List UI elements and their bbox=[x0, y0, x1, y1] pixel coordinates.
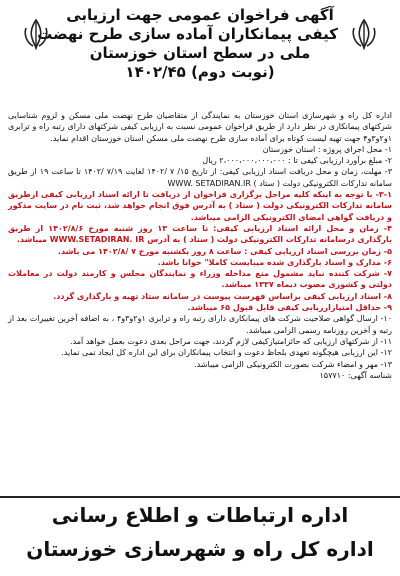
iran-emblem-icon bbox=[346, 16, 382, 52]
item-1: ۱- محل اجرای پروژه : استان خوزستان bbox=[262, 144, 392, 154]
item-5: ۵- زمان بررسی اسناد ارزیابی کیفی : ساعت ۸ روز یکشنبه مورخ ۷ /۱۴۰۲/۸ می باشد. bbox=[57, 246, 392, 256]
title-line: ملی در سطح استان خوزستان bbox=[89, 44, 311, 62]
item-3: ۳- مهلت، زمان و محل دریافت اسناد ارزیابی کیفی: از تاریخ ۱۵/ ۷ /۱۴۰۲ لغایت ۷/۱۹ /۱۴۰۲ تا ساعت ۱۹ از طریق سامانه تدارکات الکترونیکی دولت ( ستاد ) WWW. SETADIRAN.IR bbox=[8, 167, 392, 188]
item-11: ۱۱- از شرکتهای ارزیابی که حائزامتیازکیفی لازم گردند، جهت مراحل بعدی دعوت بعمل خواهد آمد. bbox=[70, 336, 392, 346]
item-4: ۴- زمان و محل ارائه اسناد ارزیابی کیفی: تا ساعت ۱۳ روز شنبه مورخ ۱۴۰۲/۸/۶ از طریق بارگذاری درسامانه تدارکات الکترونیکی دولت ( ستاد ) به آدرس WWW.SETADIRAN. IR میباشد. bbox=[8, 223, 392, 245]
footer-line-2: اداره کل راه و شهرسازی خوزستان bbox=[26, 537, 374, 561]
item-12: ۱۲- این ارزیابی هیچگونه تعهدی بلحاظ دعوت و انتخاب پیمانکاران برای این اداره کل ایجاد نمی نماید. bbox=[61, 348, 392, 358]
title-line: آگهی فراخوان عمومی جهت ارزیابی bbox=[66, 6, 334, 24]
item-6: ۶- مدارک و اسناد بارگذاری شده میبایست کاملا" خوانا باشد. bbox=[157, 257, 392, 267]
item-2: ۲- مبلغ برآورد ارزیابی کیفی تا : ۲،۰۰۰،۰۰۰،۰۰۰،۰۰۰ ریال bbox=[202, 156, 392, 166]
notice-title bbox=[37, 4, 338, 82]
iran-emblem-icon bbox=[342, 12, 386, 56]
footer-line-1: اداره ارتباطات و اطلاع رسانی bbox=[51, 503, 349, 527]
title-line: (نوبت دوم) ۱۴۰۲/۴۵ bbox=[125, 63, 275, 81]
item-10: ۱۰- ارسال گواهی صلاحیت شرکت های پیمانکاری دارای رتبه راه و ترابری ۱و۲و۳و۴ ، به اضافه آخرین تغییرات بعد از رتبه و آخرین روزنامه رسمی الزامی میباشد. bbox=[8, 314, 392, 335]
intro-paragraph: اداره کل راه و شهرسازی استان خوزستان به نمایندگی از متقاضیان طرح نهضت ملی مسکن و لزوم شناسایی شرکتهای پیمانکاری در نظر دارد از طریق فراخوان عمومی نسبت به ارزیابی کیفی شرکتهای دارای رتبه راه و ترابری ۱و۲و۳و۴ جهت تهیه لیست کوتاه برای آماده سازی طرح نهضت ملی مسکن استان خوزستان اقدام نماید. bbox=[8, 111, 392, 143]
item-8: ۸- اسناد ارزیابی کیفی براساس فهرست پیوست در سامانه ستاد تهیه و بارگذاری گردد. bbox=[53, 291, 392, 301]
item-3-1: ۳-۱- با توجه به اینکه کلیه مراحل برگزاری فراخوان از دریافت تا ارائه اسناد ارزیابی کیفی ازطریق سامانه تدارکات الکترونیکی دولت ( ستاد ) به آدرس فوق انجام خواهد شد، ثبت نام در سایت مذکور و دریافت گواهی امضای الکترونیکی الزامی میباشد. bbox=[8, 190, 392, 222]
item-13: ۱۳- مهر و امضاء شرکت بصورت الکترونیکی الزامی میباشد. bbox=[194, 359, 392, 369]
item-7: ۷- شرکت کننده نباید مشمول منع مداخله وزراء و نمایندگان مجلس و کارمند دولت در معاملات دولتی و کشوری مصوب دیماه ۱۳۳۷ میباشد. bbox=[8, 269, 392, 290]
iran-emblem-icon bbox=[14, 12, 58, 56]
notice-id: شناسه آگهی: ۱۵۷۷۱۰ bbox=[319, 370, 392, 380]
title-line: کیفی پیمانکاران آماده سازی طرح نهضت bbox=[37, 25, 338, 43]
notice-body bbox=[8, 110, 392, 381]
notice-footer bbox=[0, 496, 400, 576]
iran-emblem-icon bbox=[18, 16, 54, 52]
notice-header bbox=[8, 4, 392, 108]
item-9: ۹- حداقل امتیازارزیابی کیفی قابل قبول ۶۵ میباشد. bbox=[187, 303, 392, 313]
